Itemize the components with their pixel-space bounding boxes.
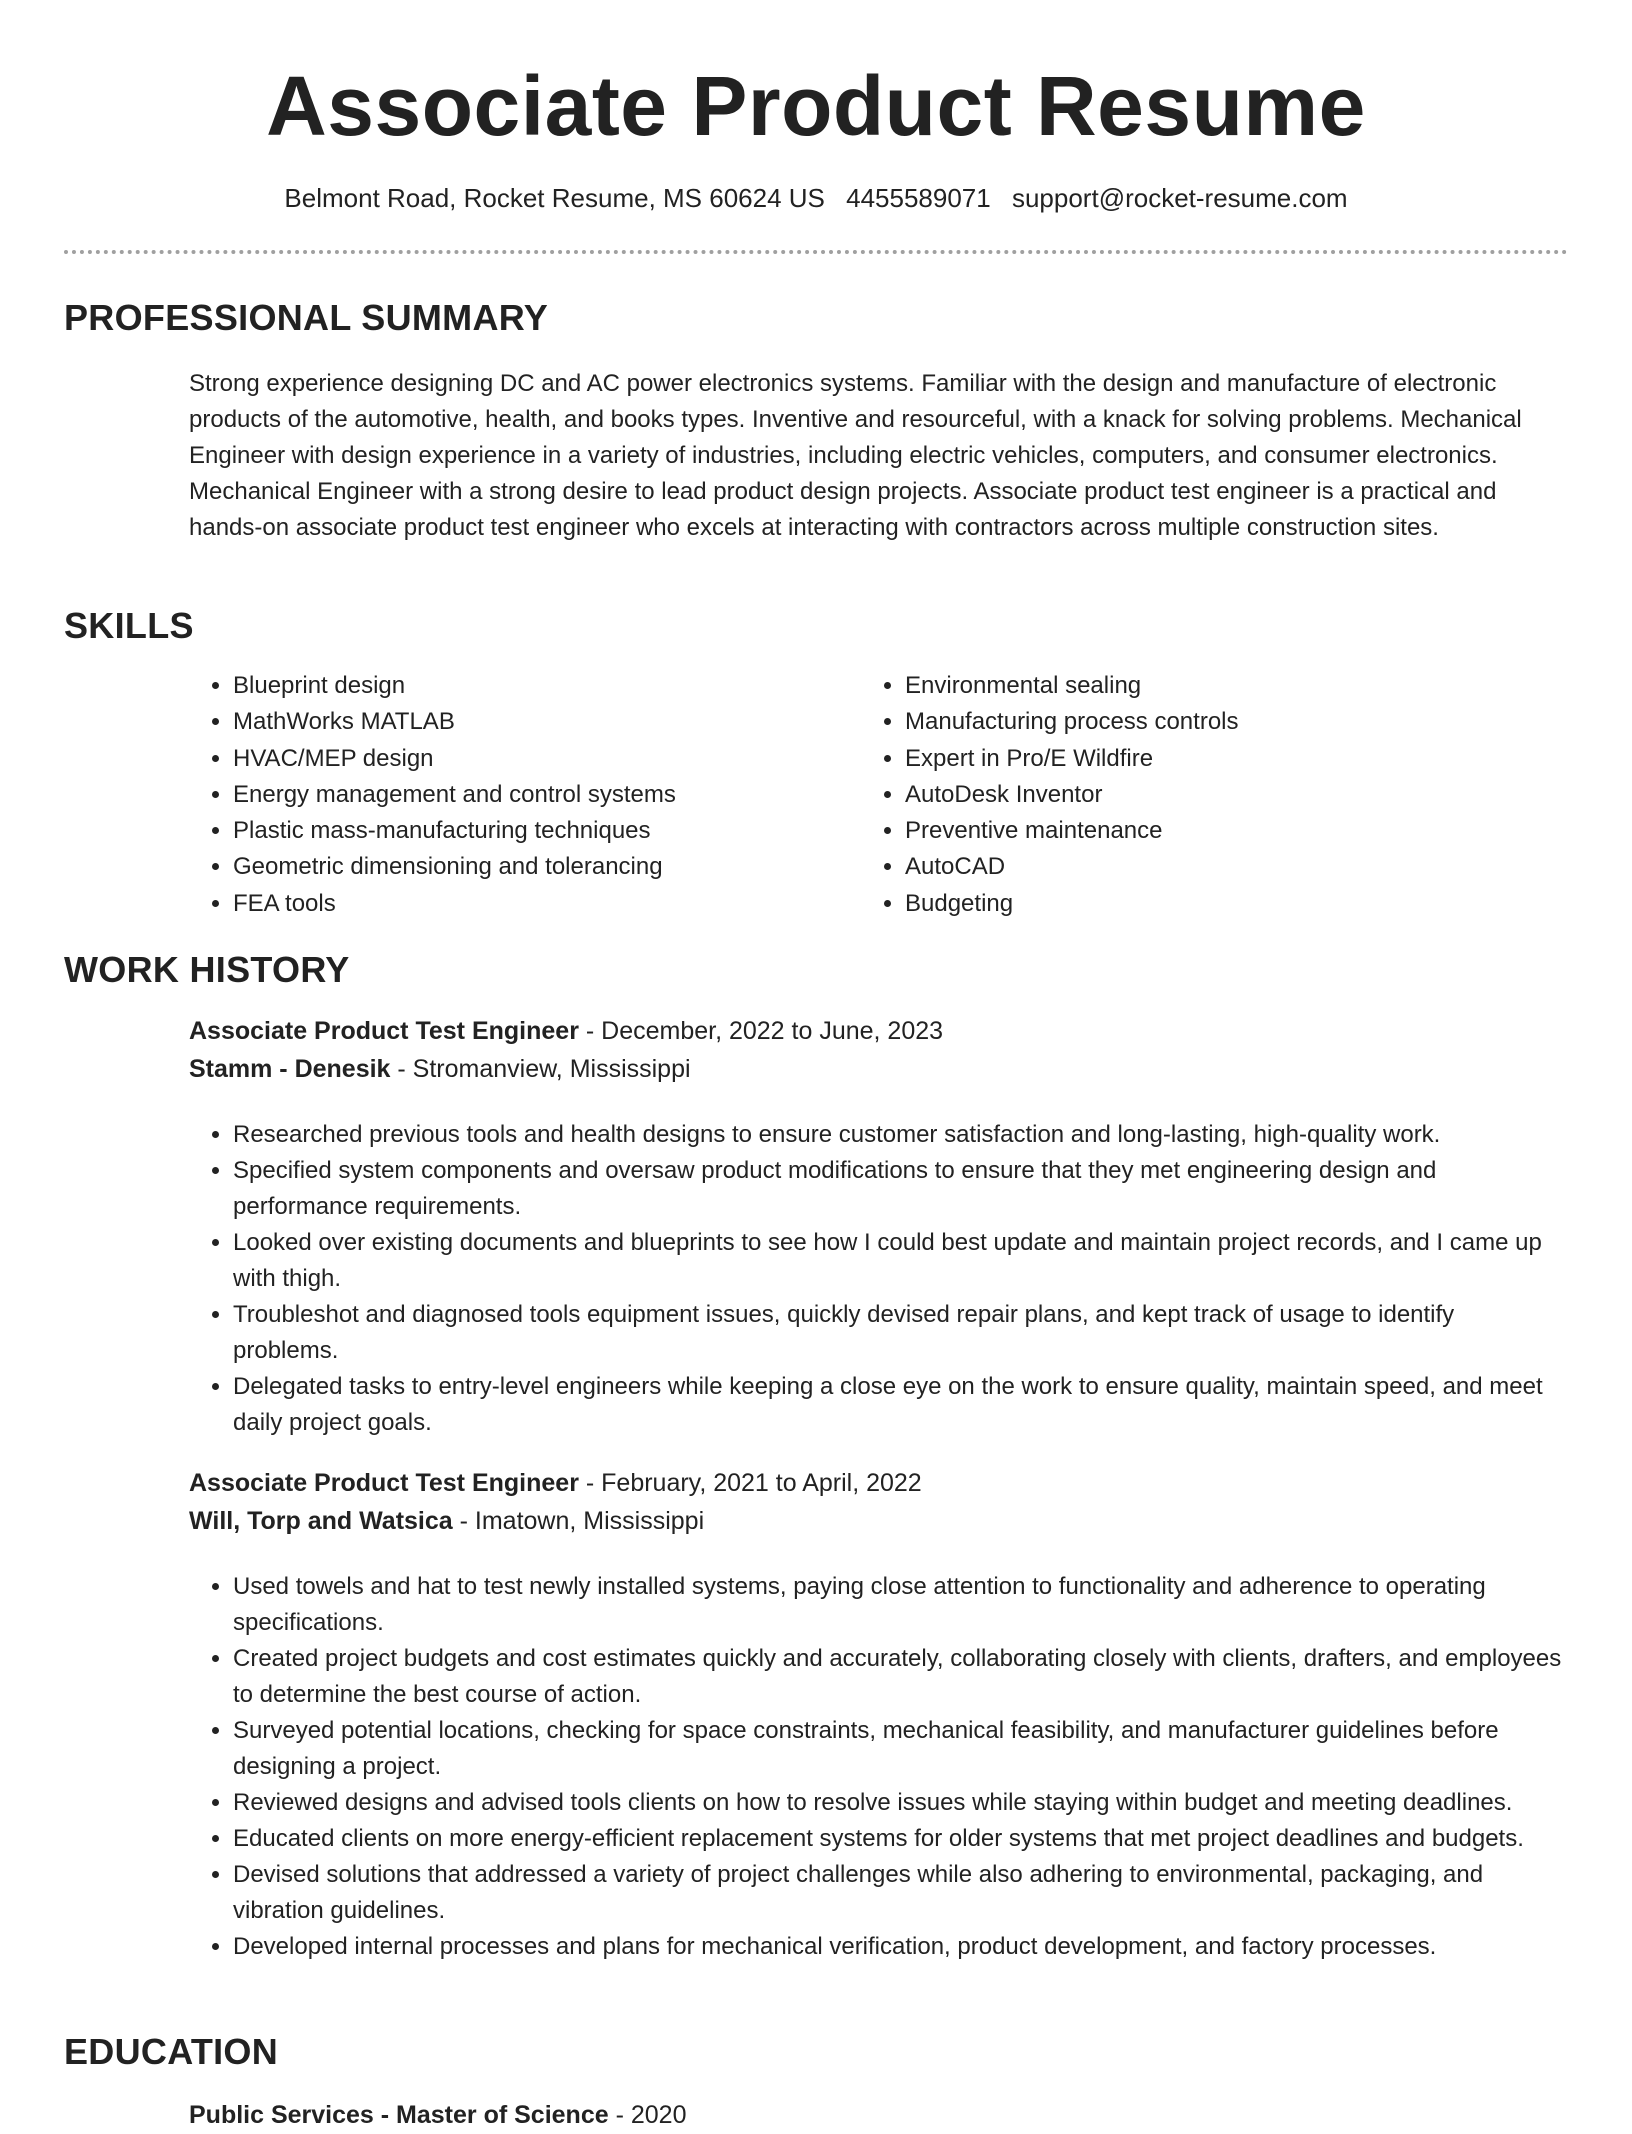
job-1-company-line (189, 1050, 691, 1088)
skills-heading: SKILLS (64, 605, 194, 646)
skills-list-right (861, 668, 1585, 922)
education-heading: EDUCATION (64, 2031, 279, 2072)
job-bullet: • Developed internal processes and plans for mechanical verification, product development, and factory processes. (233, 1929, 1565, 1965)
skill-item: • AutoDesk Inventor (905, 777, 1585, 813)
education-year: - 2020 (608, 2101, 687, 2129)
summary-text: Strong experience designing DC and AC power electronics systems. Familiar with the design and manufacture of electronic products of the automotive, health, and books types. Inventive and resourceful, with a knack for solving problems. Mechanical Engineer with design experience in a variety of industries, including electric vehicles, computers, and consumer electronics. Mechanical Engineer with a strong desire to lead product design projects. Associate product test engineer is a practical and hands-on associate product test engineer who excels at interacting with contractors across multiple construction sites. (189, 370, 1522, 541)
job-1-dates: - December, 2022 to June, 2023 (578, 1017, 944, 1045)
contact-line (0, 180, 1632, 216)
contact-address: Belmont Road, Rocket Resume, MS 60624 US (284, 183, 825, 213)
job-bullet: • Educated clients on more energy-efficient replacement systems for older systems that met project deadlines and budgets. (233, 1821, 1565, 1857)
skill-item: • Energy management and control systems (233, 777, 863, 813)
job-bullet: • Created project budgets and cost estimates quickly and accurately, collaborating closely with clients, drafters, and employees to determine the best course of action. (233, 1641, 1565, 1713)
skill-item: • Expert in Pro/E Wildfire (905, 741, 1585, 777)
job-bullet: • Troubleshot and diagnosed tools equipment issues, quickly devised repair plans, and kept track of usage to identify problems. (233, 1297, 1565, 1369)
job-bullet: • Reviewed designs and advised tools clients on how to resolve issues while staying within budget and meeting deadlines. (233, 1785, 1565, 1821)
job-2-title-line (189, 1464, 922, 1502)
job-bullet: • Devised solutions that addressed a variety of project challenges while also adhering to environmental, packaging, and vibration guidelines. (233, 1857, 1565, 1929)
contact-email: support@rocket-resume.com (1011, 183, 1348, 213)
skill-item: • MathWorks MATLAB (233, 704, 863, 740)
job-2-location: - Imatown, Mississippi (452, 1507, 705, 1535)
skill-item: • Environmental sealing (905, 668, 1585, 704)
job-2-title: Associate Product Test Engineer (189, 1469, 579, 1497)
education-line (189, 2096, 686, 2134)
job-bullet: • Delegated tasks to entry-level engineers while keeping a close eye on the work to ensure quality, maintain speed, and meet daily project goals. (233, 1369, 1565, 1441)
job-bullet: • Specified system components and oversaw product modifications to ensure that they met engineering design and performance requirements. (233, 1153, 1565, 1225)
job-bullet: • Surveyed potential locations, checking for space constraints, mechanical feasibility, and manufacturer guidelines before designing a project. (233, 1713, 1565, 1785)
job-2-bullets (189, 1569, 1565, 1965)
job-bullet: • Looked over existing documents and blueprints to see how I could best update and maintain project records, and I came up with thigh. (233, 1225, 1565, 1297)
job-2-dates: - February, 2021 to April, 2022 (578, 1469, 922, 1497)
skill-item: • Blueprint design (233, 668, 863, 704)
job-1-title-line (189, 1012, 943, 1050)
skill-item: • Geometric dimensioning and tolerancing (233, 849, 863, 885)
summary-heading: PROFESSIONAL SUMMARY (64, 297, 549, 338)
skill-item: • AutoCAD (905, 849, 1585, 885)
contact-phone: 4455589071 (846, 183, 991, 213)
job-bullet: • Researched previous tools and health designs to ensure customer satisfaction and long-lasting, high-quality work. (233, 1117, 1565, 1153)
skill-item: • FEA tools (233, 886, 863, 922)
job-2-company-line (189, 1502, 704, 1540)
skill-item: • Preventive maintenance (905, 813, 1585, 849)
job-1-bullets (189, 1117, 1565, 1441)
education-school: Public Services (189, 2101, 374, 2129)
resume-title: Associate Product Resume (266, 59, 1366, 153)
skill-item: • HVAC/MEP design (233, 741, 863, 777)
job-1-title: Associate Product Test Engineer (189, 1017, 579, 1045)
skill-item: • Plastic mass-manufacturing techniques (233, 813, 863, 849)
dotted-divider (64, 250, 1568, 254)
skill-item: • Manufacturing process controls (905, 704, 1585, 740)
job-2-company: Will, Torp and Watsica (189, 1507, 453, 1535)
skill-item: • Budgeting (905, 886, 1585, 922)
job-1-location: - Stromanview, Mississippi (390, 1055, 691, 1083)
work-history-heading: WORK HISTORY (64, 949, 350, 990)
skills-list-left (189, 668, 863, 922)
job-1-company: Stamm - Denesik (189, 1055, 391, 1083)
job-bullet: • Used towels and hat to test newly installed systems, paying close attention to functionality and adherence to operating specifications. (233, 1569, 1565, 1641)
education-degree: - Master of Science (373, 2101, 609, 2129)
